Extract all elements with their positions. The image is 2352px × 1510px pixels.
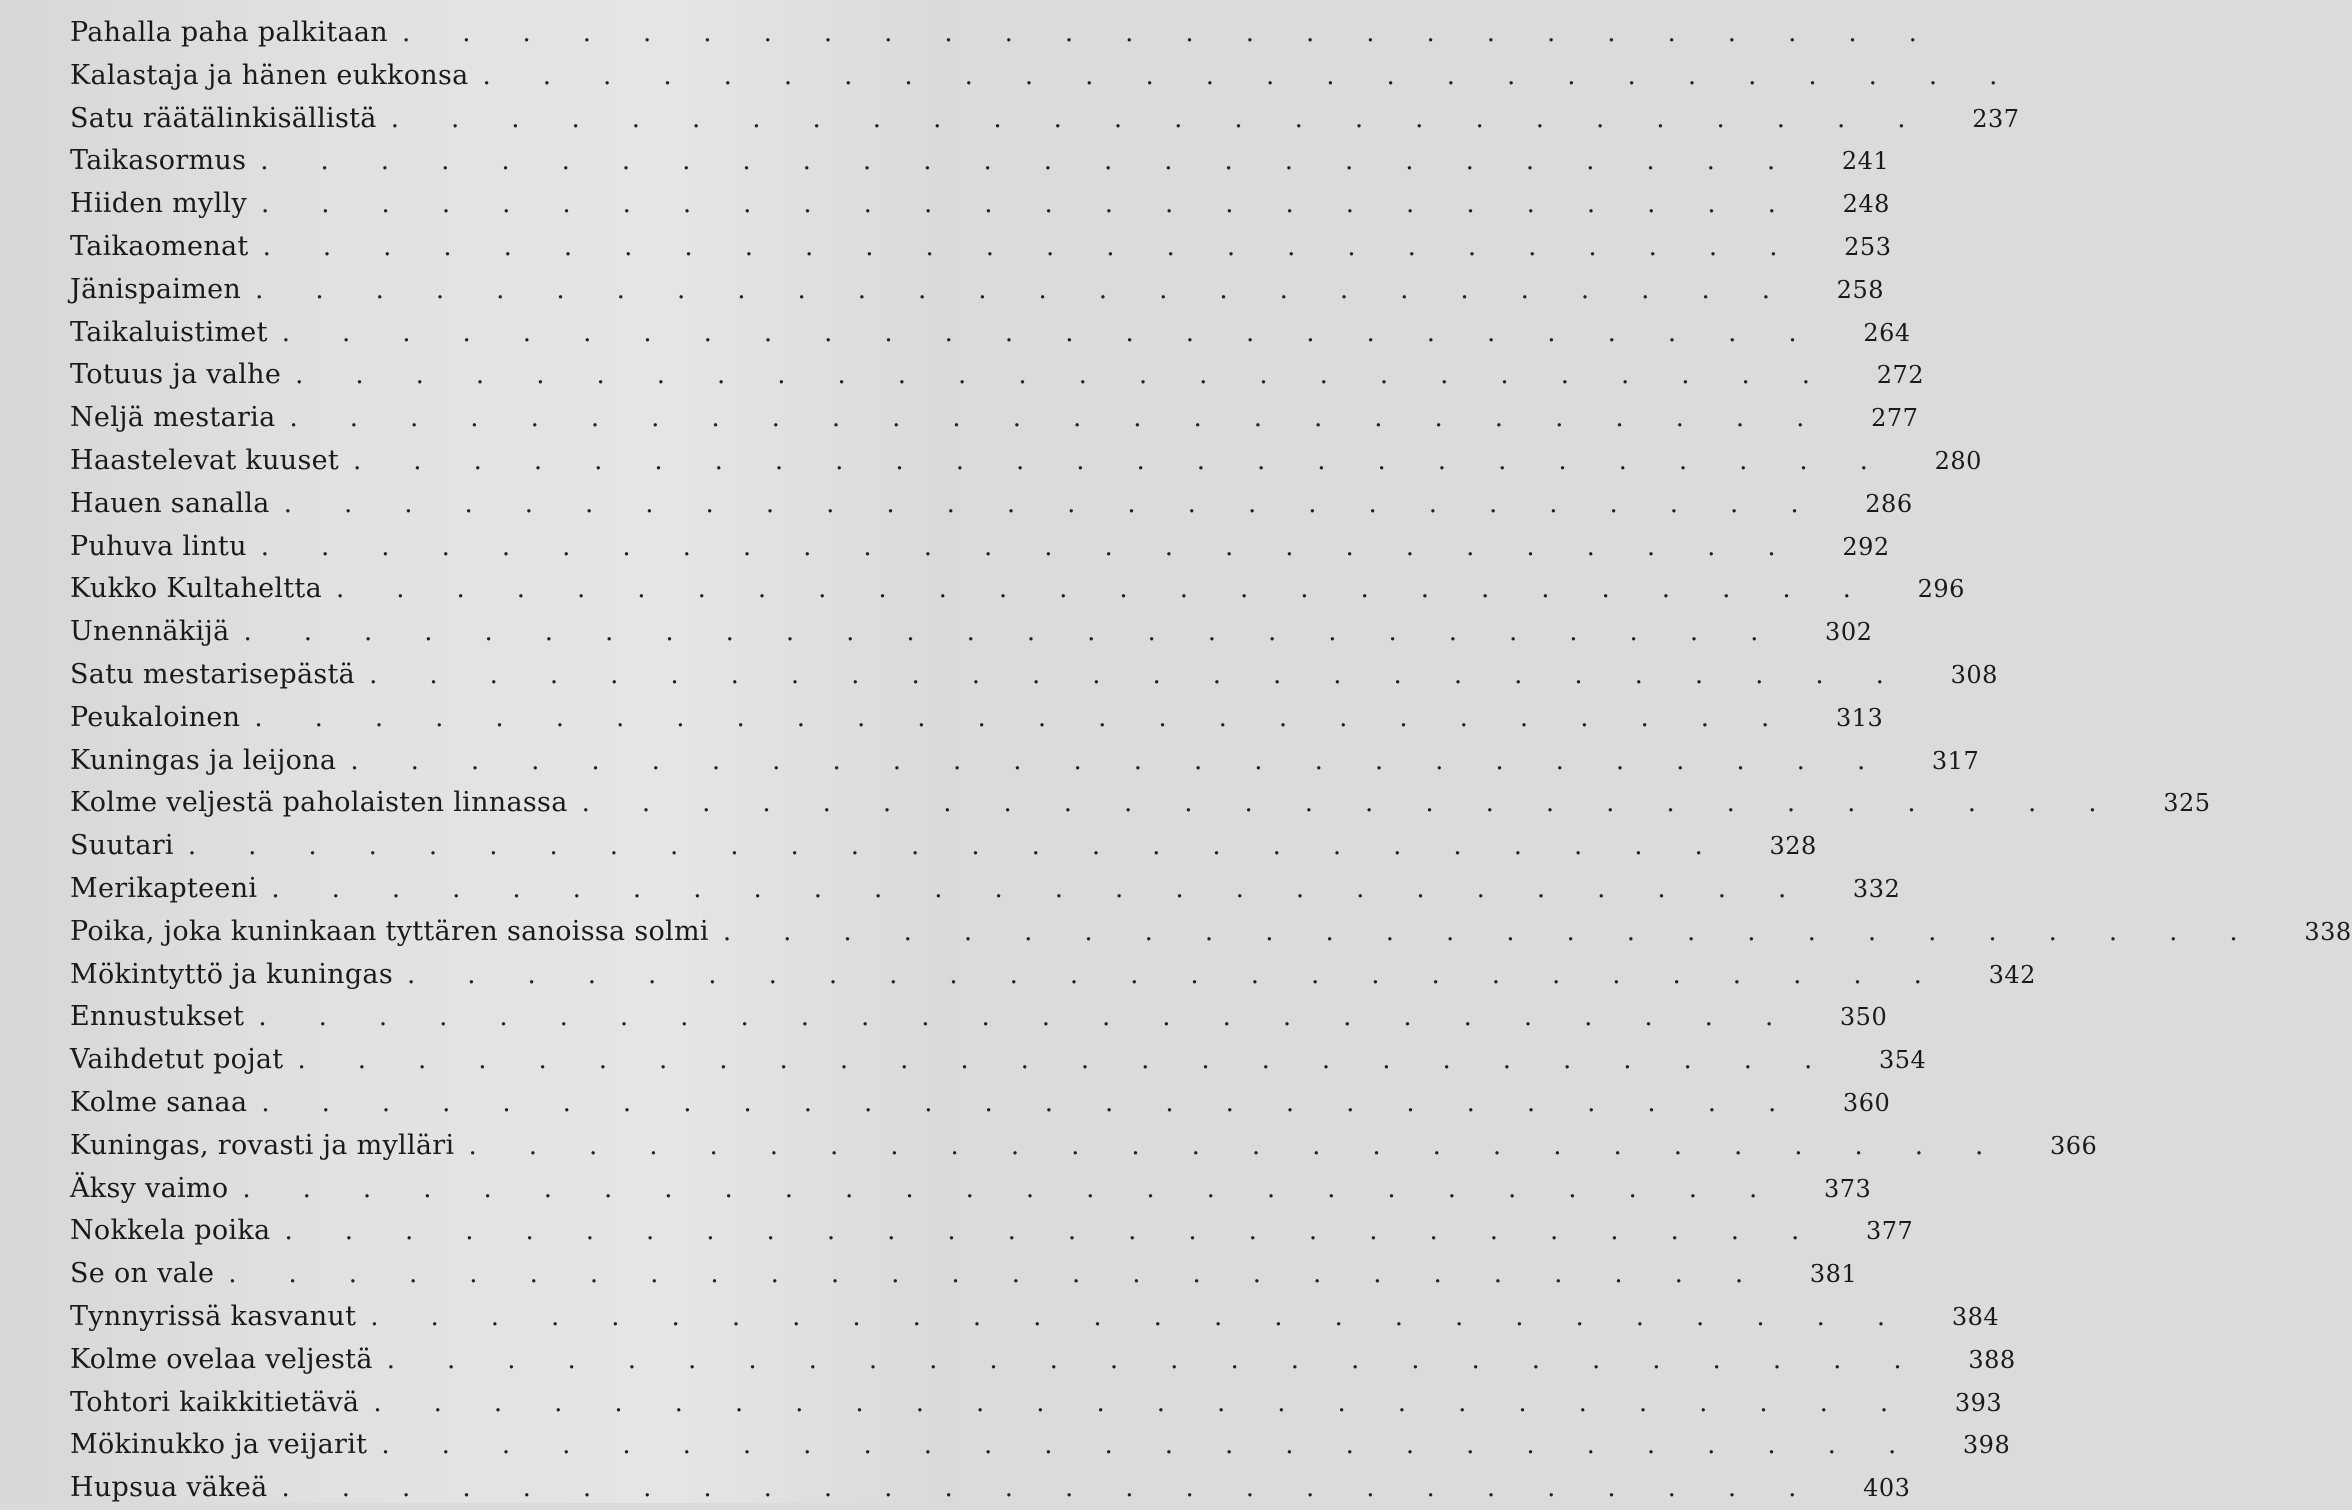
dot-leader: .......................... bbox=[243, 617, 1811, 648]
toc-entry bbox=[70, 1039, 1927, 1082]
toc-entry bbox=[70, 697, 1884, 740]
dot-leader: .......................... bbox=[369, 659, 1936, 690]
entry-title: Satu räätälinkisällistä bbox=[70, 102, 377, 134]
dot-leader: .......................... bbox=[468, 1130, 2036, 1161]
toc-entry bbox=[70, 1382, 2003, 1425]
entry-page-number: 325 bbox=[2163, 789, 2211, 818]
toc-entry bbox=[70, 1424, 2011, 1467]
toc-entry bbox=[70, 568, 1965, 611]
entry-title: Nokkela poika bbox=[70, 1215, 271, 1247]
entry-title: Kolme sanaa bbox=[70, 1086, 248, 1118]
toc-entry bbox=[70, 55, 2050, 98]
dot-leader: .......................... bbox=[295, 360, 1863, 391]
toc-entry bbox=[70, 440, 1982, 483]
dot-leader: .......................... bbox=[281, 317, 1849, 348]
dot-leader: .......................... bbox=[283, 488, 1851, 519]
entry-title: Kolme ovelaa veljestä bbox=[70, 1343, 373, 1375]
entry-page-number: 373 bbox=[1823, 1174, 1872, 1203]
entry-title: Kukko Kultaheltta bbox=[70, 573, 322, 605]
entry-title: Kalastaja ja hänen eukkonsa bbox=[70, 59, 469, 91]
entry-page-number: 388 bbox=[1968, 1345, 2016, 1374]
entry-title: Pahalla paha palkitaan bbox=[70, 17, 388, 48]
dot-leader: .......................... bbox=[297, 1045, 1865, 1076]
dot-leader: .......................... bbox=[350, 745, 1918, 776]
entry-page-number: 302 bbox=[1825, 618, 1873, 647]
toc-entry bbox=[70, 312, 1911, 355]
entry-page-number: 381 bbox=[1809, 1260, 1858, 1289]
entry-title: Mökintyttö ja kuningas bbox=[70, 958, 393, 990]
dot-leader: .......................... bbox=[261, 1087, 1829, 1118]
entry-page-number: 280 bbox=[1934, 446, 1982, 475]
entry-page-number: 277 bbox=[1871, 404, 1919, 433]
toc-entry bbox=[70, 954, 2036, 997]
entry-page-number: 292 bbox=[1842, 532, 1890, 561]
dot-leader: .......................... bbox=[228, 1259, 1796, 1290]
entry-title: Neljä mestaria bbox=[70, 402, 276, 434]
entry-page-number: 332 bbox=[1852, 874, 1901, 903]
entry-title: Peukaloinen bbox=[70, 701, 241, 733]
dot-leader: .......................... bbox=[262, 231, 1830, 262]
entry-title: Taikasormus bbox=[70, 145, 247, 177]
toc-entry bbox=[70, 98, 2020, 141]
entry-page-number: 398 bbox=[1962, 1431, 2011, 1460]
toc-entry bbox=[70, 1210, 1914, 1253]
entry-title: Mökinukko ja veijarit bbox=[70, 1429, 368, 1461]
entry-title: Taikaluistimet bbox=[70, 316, 268, 348]
dot-leader: .......................... bbox=[373, 1387, 1941, 1418]
entry-page-number: 308 bbox=[1950, 660, 1998, 689]
entry-page-number: 264 bbox=[1863, 318, 1911, 347]
entry-title: Hauen sanalla bbox=[70, 487, 270, 519]
toc-entry bbox=[70, 183, 1890, 226]
entry-page-number: 328 bbox=[1769, 832, 1817, 861]
entry-title: Jänispaimen bbox=[70, 273, 242, 305]
toc-entry bbox=[70, 1296, 2000, 1339]
entry-title: Vaihdetut pojat bbox=[70, 1044, 284, 1076]
toc-entry bbox=[70, 1253, 1858, 1296]
entry-title: Hiiden mylly bbox=[70, 188, 248, 220]
entry-title: Tynnyrissä kasvanut bbox=[70, 1300, 357, 1332]
toc-entry bbox=[70, 782, 2211, 825]
entry-title: Unennäkijä bbox=[70, 616, 230, 648]
entry-title: Kuningas, rovasti ja mylläri bbox=[70, 1129, 455, 1161]
entry-page-number: 393 bbox=[1954, 1388, 2003, 1417]
entry-title: Kolme veljestä paholaisten linnassa bbox=[70, 787, 568, 819]
dot-leader: .......................... bbox=[187, 831, 1755, 862]
entry-page-number: 296 bbox=[1917, 575, 1965, 604]
entry-title: Merikapteeni bbox=[70, 872, 258, 904]
toc-entry bbox=[70, 140, 1890, 183]
entry-title: Haastelevat kuuset bbox=[70, 444, 340, 476]
entry-page-number: 360 bbox=[1842, 1088, 1891, 1117]
entry-title: Satu mestarisepästä bbox=[70, 658, 356, 690]
toc-entry bbox=[70, 526, 1890, 569]
entry-page-number: 338 bbox=[2304, 917, 2352, 946]
entry-page-number: 241 bbox=[1841, 147, 1890, 176]
dot-leader: .......................... bbox=[482, 60, 2050, 91]
toc-entry bbox=[70, 354, 1925, 397]
toc-entry bbox=[70, 1467, 1911, 1510]
entry-page-number: 248 bbox=[1842, 190, 1890, 219]
dot-leader: .......................... bbox=[260, 531, 1828, 562]
dot-leader: .......................... bbox=[406, 959, 1974, 990]
entry-title: Taikaomenat bbox=[70, 230, 249, 262]
entry-title: Äksy vaimo bbox=[70, 1172, 229, 1204]
dot-leader: .......................... bbox=[401, 18, 1969, 48]
entry-page-number: 253 bbox=[1844, 232, 1892, 261]
dot-leader: .......................... bbox=[581, 788, 2149, 819]
dot-leader: .......................... bbox=[284, 1216, 1852, 1247]
table-of-contents bbox=[70, 12, 2352, 1504]
toc-entry bbox=[70, 911, 2352, 954]
dot-leader: .......................... bbox=[255, 274, 1822, 305]
entry-page-number: 350 bbox=[1839, 1003, 1888, 1032]
toc-entry bbox=[70, 654, 1998, 697]
entry-page-number: 366 bbox=[2050, 1131, 2098, 1160]
entry-title: Tohtori kaikkitietävä bbox=[70, 1386, 360, 1418]
dot-leader: .......................... bbox=[370, 1301, 1938, 1332]
toc-entry bbox=[70, 12, 1969, 55]
dot-leader: .......................... bbox=[722, 916, 2290, 947]
entry-page-number: 354 bbox=[1879, 1046, 1927, 1075]
dot-leader: .......................... bbox=[335, 574, 1903, 605]
toc-entry bbox=[70, 1125, 2098, 1168]
toc-entry bbox=[70, 740, 1980, 783]
entry-page-number: 342 bbox=[1988, 960, 2036, 989]
dot-leader: .......................... bbox=[281, 1473, 1849, 1504]
dot-leader: .......................... bbox=[381, 1430, 1949, 1461]
entry-title: Hupsua väkeä bbox=[70, 1472, 268, 1504]
entry-page-number: 377 bbox=[1866, 1217, 1914, 1246]
entry-page-number: 313 bbox=[1835, 703, 1884, 732]
entry-page-number: 317 bbox=[1931, 746, 1980, 775]
entry-title: Kuningas ja leijona bbox=[70, 744, 337, 776]
toc-entry bbox=[70, 611, 1873, 654]
entry-page-number: 403 bbox=[1863, 1474, 1911, 1503]
toc-entry bbox=[70, 825, 1817, 868]
dot-leader: .......................... bbox=[386, 1344, 1954, 1375]
entry-title: Ennustukset bbox=[70, 1001, 245, 1033]
toc-entry bbox=[70, 996, 1888, 1039]
entry-page-number: 272 bbox=[1876, 361, 1925, 390]
dot-leader: .......................... bbox=[390, 103, 1958, 134]
toc-entry bbox=[70, 483, 1913, 526]
entry-page-number: 286 bbox=[1865, 489, 1913, 518]
toc-entry bbox=[70, 226, 1892, 269]
toc-entry bbox=[70, 269, 1884, 312]
entry-page-number: 384 bbox=[1951, 1302, 2000, 1331]
toc-entry bbox=[70, 868, 1901, 911]
entry-title: Totuus ja valhe bbox=[70, 359, 282, 391]
entry-title: Se on vale bbox=[70, 1258, 215, 1290]
dot-leader: .......................... bbox=[254, 702, 1822, 733]
toc-entry bbox=[70, 1168, 1872, 1211]
dot-leader: .......................... bbox=[271, 873, 1839, 904]
dot-leader: .......................... bbox=[258, 1002, 1826, 1033]
dot-leader: .......................... bbox=[260, 146, 1828, 177]
toc-entry bbox=[70, 1082, 1891, 1125]
entry-title: Puhuva lintu bbox=[70, 530, 247, 562]
dot-leader: .......................... bbox=[353, 445, 1920, 476]
dot-leader: .......................... bbox=[242, 1173, 1810, 1204]
entry-title: Suutari bbox=[70, 830, 174, 862]
dot-leader: .......................... bbox=[289, 403, 1857, 434]
toc-entry bbox=[70, 1339, 2016, 1382]
toc-entry bbox=[70, 397, 1919, 440]
entry-page-number: 258 bbox=[1836, 275, 1884, 304]
entry-page-number: 237 bbox=[1972, 104, 2020, 133]
dot-leader: .......................... bbox=[261, 189, 1828, 220]
entry-title: Poika, joka kuninkaan tyttären sanoissa solmi bbox=[70, 915, 709, 947]
